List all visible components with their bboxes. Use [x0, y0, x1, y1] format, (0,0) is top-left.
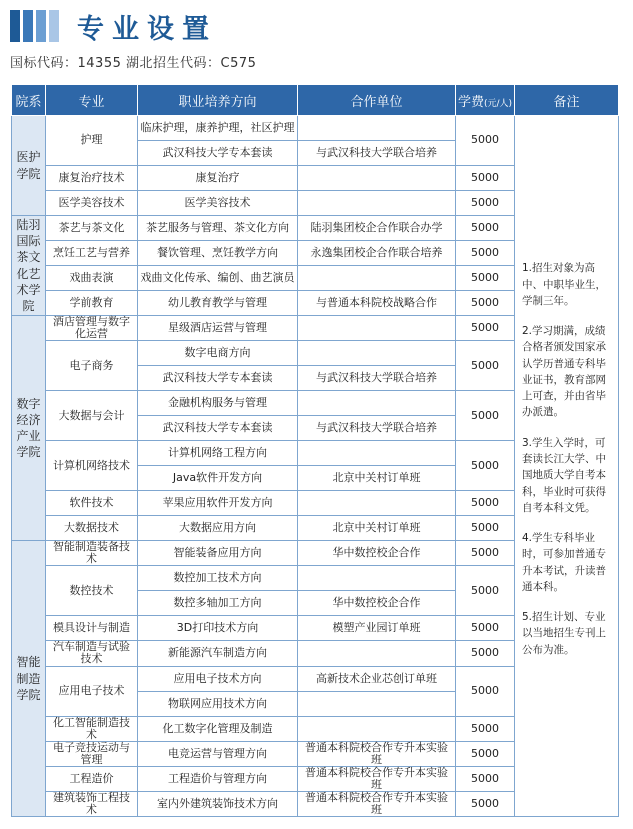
- partner-cell: [298, 116, 456, 141]
- note-item: 3.学生入学时，可套读长江大学、中国地质大学自考本科，毕业时可获得自考本科文凭。: [522, 436, 606, 514]
- direction-cell: 室内外建筑装饰技术方向: [138, 792, 298, 817]
- tuition-cell: 5000: [456, 266, 515, 291]
- major-cell: 智能制造装备技术: [46, 541, 138, 566]
- partner-cell: 北京中关村订单班: [298, 466, 456, 491]
- tuition-cell: 5000: [456, 716, 515, 741]
- major-cell: 医学美容技术: [46, 191, 138, 216]
- col-header-partner: 合作单位: [298, 85, 456, 116]
- col-header-tuition: [456, 85, 515, 116]
- page-title: 专业设置: [77, 13, 217, 45]
- direction-cell: 金融机构服务与管理: [138, 391, 298, 416]
- direction-cell: 大数据应用方向: [138, 516, 298, 541]
- direction-cell: 星级酒店运营与管理: [138, 316, 298, 341]
- major-cell: 工程造价: [46, 766, 138, 791]
- major-cell: 康复治疗技术: [46, 166, 138, 191]
- partner-cell: 与普通本科院校战略合作: [298, 291, 456, 316]
- partner-cell: [298, 441, 456, 466]
- partner-cell: 与武汉科技大学联合培养: [298, 416, 456, 441]
- partner-cell: 北京中关村订单班: [298, 516, 456, 541]
- tuition-cell: 5000: [456, 241, 515, 266]
- majors-table: [11, 84, 619, 817]
- col-header-dept: 院系: [12, 85, 46, 116]
- partner-cell: 模塑产业园订单班: [298, 616, 456, 641]
- tuition-cell: 5000: [456, 616, 515, 641]
- partner-cell: [298, 691, 456, 716]
- direction-cell: 工程造价与管理方向: [138, 766, 298, 791]
- tuition-cell: 5000: [456, 516, 515, 541]
- direction-cell: 苹果应用软件开发方向: [138, 491, 298, 516]
- header-bar: [49, 10, 59, 42]
- partner-cell: 永逸集团校企合作联合培养: [298, 241, 456, 266]
- notes-cell: [515, 116, 619, 817]
- tuition-cell: 5000: [456, 316, 515, 341]
- header-decoration-bars: [10, 10, 59, 42]
- direction-cell: 幼儿教育教学与管理: [138, 291, 298, 316]
- major-cell: 茶艺与茶文化: [46, 216, 138, 241]
- major-cell: 大数据技术: [46, 516, 138, 541]
- major-cell: 模具设计与制造: [46, 616, 138, 641]
- tuition-cell: 5000: [456, 792, 515, 817]
- direction-cell: 数控加工技术方向: [138, 566, 298, 591]
- tuition-cell: 5000: [456, 566, 515, 616]
- major-cell: 电子竞技运动与管理: [46, 741, 138, 766]
- major-cell: 计算机网络技术: [46, 441, 138, 491]
- direction-cell: 茶艺服务与管理、茶文化方向: [138, 216, 298, 241]
- partner-cell: [298, 716, 456, 741]
- direction-cell: Java软件开发方向: [138, 466, 298, 491]
- dept-cell: 医护学院: [12, 116, 46, 216]
- note-item: 2.学习期满，成绩合格者颁发国家承认学历普通专科毕业证书，教育部网上可查，并由省毕办派遣。: [522, 325, 606, 419]
- major-cell: 建筑装饰工程技术: [46, 792, 138, 817]
- major-cell: 护理: [46, 116, 138, 166]
- tuition-cell: 5000: [456, 391, 515, 441]
- tuition-cell: 5000: [456, 766, 515, 791]
- header-bar: [10, 10, 20, 42]
- dept-cell: 陆羽国际茶文化艺术学院: [12, 216, 46, 316]
- partner-cell: [298, 391, 456, 416]
- tuition-cell: 5000: [456, 441, 515, 491]
- major-cell: 电子商务: [46, 341, 138, 391]
- major-cell: 戏曲表演: [46, 266, 138, 291]
- direction-cell: 武汉科技大学专本套读: [138, 416, 298, 441]
- direction-cell: 医学美容技术: [138, 191, 298, 216]
- direction-cell: 新能源汽车制造方向: [138, 641, 298, 666]
- partner-cell: [298, 266, 456, 291]
- tuition-cell: 5000: [456, 666, 515, 716]
- note-item: 1.招生对象为高中、中职毕业生，学制三年。: [522, 262, 606, 307]
- partner-cell: 高新技术企业芯创订单班: [298, 666, 456, 691]
- note-item: 5.招生计划、专业以当地招生专刊上公布为准。: [522, 611, 606, 656]
- col-header-note: 备注: [515, 85, 619, 116]
- major-cell: 化工智能制造技术: [46, 716, 138, 741]
- major-cell: 烹饪工艺与营养: [46, 241, 138, 266]
- direction-cell: 数控多轴加工方向: [138, 591, 298, 616]
- tuition-cell: 5000: [456, 291, 515, 316]
- major-cell: 汽车制造与试验技术: [46, 641, 138, 666]
- col-header-direction: 职业培养方向: [138, 85, 298, 116]
- direction-cell: 物联网应用技术方向: [138, 691, 298, 716]
- partner-cell: [298, 166, 456, 191]
- tuition-unit: (元/人): [483, 98, 513, 109]
- direction-cell: 3D打印技术方向: [138, 616, 298, 641]
- direction-cell: 数字电商方向: [138, 341, 298, 366]
- direction-cell: 电竞运营与管理方向: [138, 741, 298, 766]
- direction-cell: 康复治疗: [138, 166, 298, 191]
- partner-cell: 与武汉科技大学联合培养: [298, 366, 456, 391]
- dept-cell: 智能制造学院: [12, 541, 46, 817]
- table-header-row: [12, 85, 619, 116]
- partner-cell: 与武汉科技大学联合培养: [298, 141, 456, 166]
- note-item: 4.学生专科毕业时，可参加普通专升本考试，升读普通本科。: [522, 532, 606, 593]
- major-cell: 软件技术: [46, 491, 138, 516]
- direction-cell: 武汉科技大学专本套读: [138, 366, 298, 391]
- tuition-cell: 5000: [456, 216, 515, 241]
- direction-cell: 戏曲文化传承、编创、曲艺演员: [138, 266, 298, 291]
- partner-cell: [298, 341, 456, 366]
- partner-cell: 陆羽集团校企合作联合办学: [298, 216, 456, 241]
- partner-cell: [298, 316, 456, 341]
- direction-cell: 计算机网络工程方向: [138, 441, 298, 466]
- tuition-cell: 5000: [456, 166, 515, 191]
- direction-cell: 应用电子技术方向: [138, 666, 298, 691]
- institution-codes: 国标代码：14355 湖北招生代码：C575: [10, 56, 257, 71]
- major-cell: 大数据与会计: [46, 391, 138, 441]
- header-bar: [23, 10, 33, 42]
- partner-cell: [298, 491, 456, 516]
- direction-cell: 智能装备应用方向: [138, 541, 298, 566]
- dept-cell: 数字经济产业学院: [12, 316, 46, 541]
- tuition-cell: 5000: [456, 641, 515, 666]
- major-cell: 数控技术: [46, 566, 138, 616]
- major-cell: 学前教育: [46, 291, 138, 316]
- tuition-label: 学费: [457, 94, 484, 110]
- partner-cell: [298, 191, 456, 216]
- partner-cell: [298, 641, 456, 666]
- major-cell: 应用电子技术: [46, 666, 138, 716]
- tuition-cell: 5000: [456, 191, 515, 216]
- direction-cell: 化工数字化管理及制造: [138, 716, 298, 741]
- tuition-cell: 5000: [456, 491, 515, 516]
- major-cell: 酒店管理与数字化运营: [46, 316, 138, 341]
- tuition-cell: 5000: [456, 541, 515, 566]
- partner-cell: 普通本科院校合作专升本实验班: [298, 792, 456, 817]
- tuition-cell: 5000: [456, 741, 515, 766]
- direction-cell: 临床护理，康养护理，社区护理: [138, 116, 298, 141]
- table-row: [12, 116, 619, 141]
- tuition-cell: 5000: [456, 116, 515, 166]
- partner-cell: 华中数控校企合作: [298, 541, 456, 566]
- partner-cell: [298, 566, 456, 591]
- page-header: [10, 8, 217, 44]
- tuition-cell: 5000: [456, 341, 515, 391]
- direction-cell: 餐饮管理、烹饪教学方向: [138, 241, 298, 266]
- col-header-major: 专业: [46, 85, 138, 116]
- header-bar: [36, 10, 46, 42]
- partner-cell: 普通本科院校合作专升本实验班: [298, 741, 456, 766]
- partner-cell: 华中数控校企合作: [298, 591, 456, 616]
- direction-cell: 武汉科技大学专本套读: [138, 141, 298, 166]
- partner-cell: 普通本科院校合作专升本实验班: [298, 766, 456, 791]
